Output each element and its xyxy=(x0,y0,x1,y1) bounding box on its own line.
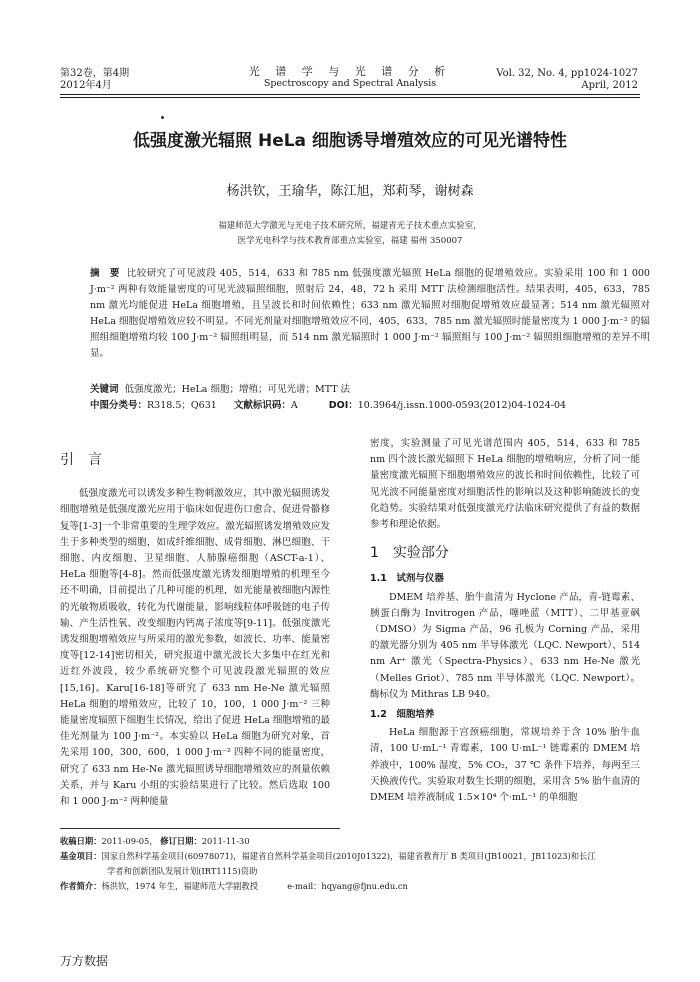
subsection-2-text: HeLa 细胞源于宫颈癌细胞，常规培养于含 10% 胎牛血清，100 U·mL⁻¹ 青霉素，100 U·mL⁻¹ 链霉素的 DMEM 培养液中，100% 湿度，5% CO₂，37 ℃ 条件下培养，每两至三天换液传代。实验取对数生长期的细胞，采用含 5% 胎牛血清的 DMEM 培养液制成 1.5×10⁴ 个·mL⁻¹ 的单细胞 xyxy=(370,727,640,804)
keywords-label: 关键词 xyxy=(90,384,119,395)
header-volume-cn: 第32卷，第4期 xyxy=(60,68,130,79)
header-volume-en: Vol. 32, No. 4, pp1024-1027 xyxy=(496,68,638,79)
doi-value: 10.3964/j.issn.1000-0593(2012)04-1024-04 xyxy=(357,400,567,411)
doc-code-label: 文献标识码： xyxy=(233,400,291,411)
keywords-text: 低强度激光；HeLa 细胞；增殖；可见光谱；MTT 法 xyxy=(124,384,351,395)
header-journal-en: Spectroscopy and Spectral Analysis xyxy=(263,78,437,89)
abstract-text: 比较研究了可见波段 405，514，633 和 785 nm 低强度激光辐照 HeLa 细胞的促增殖效应。实验采用 100 和 1 000 J·m⁻² 两种有效能量密度的可见光波辐照细胞，照射后 24，48，72 h 采用 MTT 法检测细胞活性。结果表明，405，633，785 nm 激光均能促进 HeLa 细胞增殖，且呈波长和时间依赖性；633 nm 激光辐照对细胞促增殖效应最显著；514 nm 激光辐照对 HeLa 细胞促增殖效应较不明显。不同光剂量对细胞增殖效应不同，405，633，785 nm 激光辐照时能量密度为 1 000 J·m⁻² 的辐照组细胞增殖均较 100 J·m⁻² 辐照组明显，而 514 nm 激光辐照时 1 000 J·m⁻² 辐照组与 100 J·m⁻² 辐照组细胞增殖的差异不明显。 xyxy=(90,268,650,359)
header-date-en: April, 2012 xyxy=(581,80,638,91)
right-column xyxy=(370,436,640,806)
abstract xyxy=(90,266,650,362)
intro-continued: 密度，实验测量了可见光谱范围内 405，514，633 和 785 nm 四个波长激光辐照下 HeLa 细胞的增殖响应，分析了同一能量密度激光辐照下细胞增殖效应的波长和时间依赖性，比较了可见光波不同能量密度对细胞活性的影响以及这种影响随波长的变化趋势。实验结果对低强度激光疗法临床研究提供了有益的数据参考和理论依据。 xyxy=(370,438,640,531)
subsection-1-title: 1.1 试剂与仪器 xyxy=(370,573,444,585)
header-volume-en-block xyxy=(496,68,638,92)
received-value: 2011-09-05， xyxy=(101,836,158,846)
paper-authors: 杨洪钦，王瑜华，陈江旭，郑莉琴，谢树森 xyxy=(226,184,474,199)
header-journal-cn: 光 谱 学 与 光 谱 分 析 xyxy=(248,65,452,78)
doi-label: DOI： xyxy=(328,400,358,411)
author-bio-label: 作者简介： xyxy=(60,881,102,891)
author-bio-value: 杨洪钦，1974 年生，福建师范大学副教授 xyxy=(101,881,259,891)
abstract-label: 摘 要 xyxy=(90,268,120,279)
revised-label: 修订日期： xyxy=(160,836,202,846)
watermark: 万方数据 xyxy=(60,954,109,968)
revised-value: 2011-11-30 xyxy=(201,836,250,846)
header-rule-top xyxy=(60,94,640,95)
stray-dot xyxy=(161,116,164,119)
fund-label: 基金项目： xyxy=(60,851,102,861)
intro-heading: 引 言 xyxy=(60,452,102,468)
subsection-1-text: DMEM 培养基、胎牛血清为 Hyclone 产品，青-链霉素、胰蛋白酶为 Invitrogen 产品，噻唑蓝（MTT）、二甲基亚砜（DMSO）为 Sigma 产品，96 孔板为 Corning 产品，采用的激光器分别为 405 nm 半导体激光（LQC. Newport）、514 nm Ar⁺ 激光（Spectra-Physics）、633 nm He-Ne 激光（Melles Griot）、785 nm 半导体激光（LQC. Newport）。酶标仪为 Mithras LB 940。 xyxy=(370,591,640,700)
author-email: e-mail：hqyang@fjnu.edu.cn xyxy=(287,881,408,891)
left-column xyxy=(60,436,330,810)
header-rule-bottom xyxy=(60,97,640,98)
received-label: 收稿日期： xyxy=(60,836,102,846)
affiliation xyxy=(0,219,700,249)
doc-code-value: A xyxy=(290,400,298,411)
footnotes xyxy=(60,834,650,894)
clc-value: R318.5；Q631 xyxy=(147,400,217,411)
subsection-2-title: 1.2 细胞培养 xyxy=(370,709,435,721)
fund-value-1: 国家自然科学基金项目(60978071)，福建省自然科学基金项目(2010J01322)，福建省教育厅 B 类项目(JB10021，JB11023)和长江 xyxy=(101,851,596,861)
paper-title: 低强度激光辐照 HeLa 细胞诱导增殖效应的可见光谱特性 xyxy=(133,131,567,151)
affiliation-line-1: 福建师范大学激光与光电子技术研究所，福建省光子技术重点实验室， xyxy=(218,221,482,231)
intro-paragraph: 低强度激光可以诱发多种生物刺激效应，其中激光辐照诱发细胞增殖是低强度激光应用于临床如促进伤口愈合、促进骨骼修复等[1-3]一个非常重要的生理学效应。激光辐照诱发增殖效应发生于多种类型的细胞，如成纤维细胞、成骨细胞、淋巴细胞、干细胞、内皮细胞、卫星细胞、人肺腺癌细胞（ASCT-a-1）、HeLa 细胞等[4-8]。然而低强度激光诱发细胞增殖的机理至今还不明确，目前提出了几种可能的机理，如光能量被细胞内源性的光敏物质吸收，转化为代谢能量，影响线粒体呼吸链的电子传输、产生活性氧、改变细胞内钙离子浓度等[9-11]。低强度激光诱发细胞增殖效应与所采用的激光参数，如波长、功率、能量密度等[12-14]密切相关，研究报道中激光波长大多集中在红光和近红外波段，较少系统研究整个可见波段激光辐照的效应[15,16]。Karu[16-18]等研究了 633 nm He-Ne 激光辐照 HeLa 细胞的增殖效应，比较了 10，100，1 000 J·m⁻² 三种能量密度辐照下细胞生长情况，给出了促进 HeLa 细胞增殖的最佳光剂量为 100 J·m⁻²。本实验以 HeLa 细胞为研究对象，首先采用 100，300，600，1 000 J·m⁻² 四种不同的能量密度，研究了 633 nm He-Ne 激光辐照诱导细胞增殖效应的剂量依赖关系，并与 Karu 小组的实验结果进行了比较。然后选取 100 和 1 000 J·m⁻² 两种能量 xyxy=(60,488,330,808)
keywords-block xyxy=(90,382,650,414)
affiliation-line-2: 医学光电科学与技术教育部重点实验室，福建 福州 350007 xyxy=(237,236,463,246)
clc-label: 中图分类号： xyxy=(90,400,148,411)
footnote-rule xyxy=(60,828,340,829)
fund-value-2: 学者和创新团队发展计划(IRT1115)资助 xyxy=(107,866,258,876)
header-date-cn: 2012年4月 xyxy=(60,80,112,91)
experiment-heading: 1 实验部分 xyxy=(370,545,449,562)
